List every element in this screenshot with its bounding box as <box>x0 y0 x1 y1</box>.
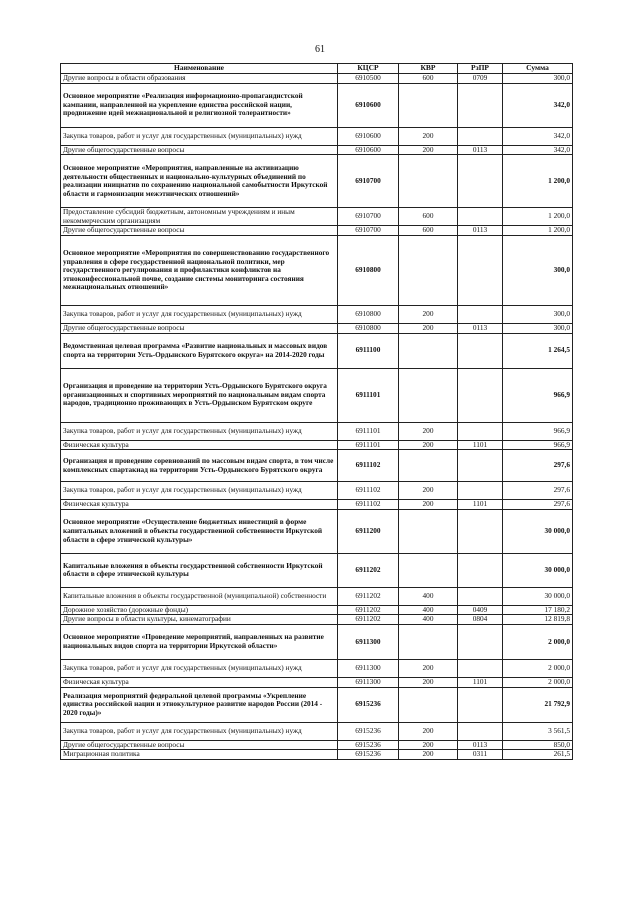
table-row <box>61 208 573 226</box>
cell-name: Организация и проведение соревнований по массовым видам спорта, в том числе комплексных спартакиад на территории Усть-Ордынского Бурятского округа <box>61 450 338 482</box>
table-row <box>61 750 573 760</box>
cell-kcsr: 6915236 <box>338 750 399 760</box>
table-row <box>61 155 573 208</box>
cell-name: Закупка товаров, работ и услуг для государственных (муниципальных) нужд <box>61 482 338 500</box>
budget-table <box>60 63 573 760</box>
table-row <box>61 235 573 305</box>
cell-kcsr: 6911202 <box>338 615 399 625</box>
cell-kvr: 200 <box>399 740 458 750</box>
cell-name: Дорожное хозяйство (дорожные фонды) <box>61 605 338 615</box>
cell-kcsr: 6911200 <box>338 509 399 553</box>
cell-kvr <box>399 235 458 305</box>
table-row <box>61 127 573 145</box>
cell-kvr <box>399 83 458 127</box>
cell-sum: 12 819,8 <box>503 615 573 625</box>
cell-rzpr: 0409 <box>458 605 503 615</box>
cell-rzpr: 0113 <box>458 145 503 155</box>
cell-sum: 342,0 <box>503 145 573 155</box>
cell-rzpr <box>458 509 503 553</box>
cell-kvr: 600 <box>399 74 458 84</box>
cell-rzpr <box>458 155 503 208</box>
cell-kcsr: 6911202 <box>338 605 399 615</box>
cell-kcsr: 6911300 <box>338 659 399 677</box>
cell-name: Другие вопросы в области образования <box>61 74 338 84</box>
cell-kcsr: 6911300 <box>338 677 399 687</box>
table-row <box>61 450 573 482</box>
cell-kcsr: 6911102 <box>338 500 399 510</box>
cell-kvr <box>399 333 458 368</box>
cell-rzpr <box>458 305 503 323</box>
cell-rzpr: 0113 <box>458 226 503 236</box>
cell-sum: 21 792,9 <box>503 687 573 722</box>
cell-name: Основное мероприятие «Реализация информационно-пропагандистской кампании, направленной на укрепление единства российской нации, продвижение идей межнациональной и религиозной толерантности» <box>61 83 338 127</box>
column-header-rzpr: РзПР <box>458 64 503 74</box>
cell-sum: 1 200,0 <box>503 226 573 236</box>
cell-sum: 1 200,0 <box>503 155 573 208</box>
page-number: 61 <box>315 44 325 55</box>
cell-name: Другие общегосударственные вопросы <box>61 740 338 750</box>
table-row <box>61 553 573 587</box>
cell-kcsr: 6915236 <box>338 722 399 740</box>
cell-kvr: 200 <box>399 305 458 323</box>
cell-rzpr <box>458 368 503 422</box>
cell-kvr: 400 <box>399 605 458 615</box>
cell-sum: 850,0 <box>503 740 573 750</box>
cell-kvr: 200 <box>399 482 458 500</box>
cell-kvr: 200 <box>399 127 458 145</box>
cell-rzpr <box>458 722 503 740</box>
cell-rzpr <box>458 127 503 145</box>
cell-kvr: 200 <box>399 659 458 677</box>
cell-name: Физическая культура <box>61 440 338 450</box>
cell-sum: 297,6 <box>503 500 573 510</box>
cell-sum: 300,0 <box>503 305 573 323</box>
cell-sum: 297,6 <box>503 450 573 482</box>
cell-kcsr: 6915236 <box>338 687 399 722</box>
cell-rzpr <box>458 208 503 226</box>
cell-kcsr: 6911101 <box>338 440 399 450</box>
cell-kcsr: 6910700 <box>338 226 399 236</box>
cell-sum: 966,9 <box>503 440 573 450</box>
cell-kvr: 200 <box>399 500 458 510</box>
column-header-kcsr: КЦСР <box>338 64 399 74</box>
cell-kcsr: 6910700 <box>338 155 399 208</box>
table-row <box>61 587 573 605</box>
cell-kvr: 200 <box>399 440 458 450</box>
cell-sum: 300,0 <box>503 74 573 84</box>
table-row <box>61 615 573 625</box>
cell-rzpr <box>458 482 503 500</box>
cell-name: Закупка товаров, работ и услуг для государственных (муниципальных) нужд <box>61 422 338 440</box>
cell-kcsr: 6911102 <box>338 450 399 482</box>
cell-sum: 342,0 <box>503 127 573 145</box>
cell-rzpr <box>458 450 503 482</box>
cell-kvr: 400 <box>399 587 458 605</box>
column-header-name: Наименование <box>61 64 338 74</box>
cell-kvr: 200 <box>399 677 458 687</box>
cell-sum: 2 000,0 <box>503 624 573 659</box>
cell-kvr <box>399 509 458 553</box>
table-row <box>61 624 573 659</box>
table-row <box>61 83 573 127</box>
table-row <box>61 677 573 687</box>
cell-kvr <box>399 624 458 659</box>
cell-kcsr: 6910500 <box>338 74 399 84</box>
cell-kvr <box>399 450 458 482</box>
cell-rzpr <box>458 333 503 368</box>
table-row <box>61 482 573 500</box>
cell-sum: 300,0 <box>503 235 573 305</box>
table-body <box>61 74 573 760</box>
table-header-row <box>61 64 573 74</box>
cell-sum: 966,9 <box>503 368 573 422</box>
cell-name: Миграционная политика <box>61 750 338 760</box>
cell-sum: 2 000,0 <box>503 659 573 677</box>
cell-kcsr: 6911102 <box>338 482 399 500</box>
cell-kcsr: 6910700 <box>338 208 399 226</box>
cell-rzpr <box>458 659 503 677</box>
cell-kcsr: 6910600 <box>338 127 399 145</box>
cell-name: Другие общегосударственные вопросы <box>61 323 338 333</box>
table-row <box>61 722 573 740</box>
cell-kcsr: 6910800 <box>338 235 399 305</box>
cell-rzpr: 0804 <box>458 615 503 625</box>
table-row <box>61 333 573 368</box>
cell-kcsr: 6910800 <box>338 323 399 333</box>
table-row <box>61 687 573 722</box>
cell-sum: 261,5 <box>503 750 573 760</box>
cell-name: Закупка товаров, работ и услуг для государственных (муниципальных) нужд <box>61 659 338 677</box>
cell-name: Другие вопросы в области культуры, кинематографии <box>61 615 338 625</box>
cell-sum: 342,0 <box>503 83 573 127</box>
table-row <box>61 368 573 422</box>
cell-kvr: 200 <box>399 323 458 333</box>
cell-sum: 30 000,0 <box>503 553 573 587</box>
cell-rzpr: 0113 <box>458 323 503 333</box>
cell-rzpr: 1101 <box>458 500 503 510</box>
cell-name: Физическая культура <box>61 677 338 687</box>
cell-sum: 966,9 <box>503 422 573 440</box>
cell-kcsr: 6911202 <box>338 587 399 605</box>
cell-kcsr: 6910600 <box>338 145 399 155</box>
cell-kcsr: 6911300 <box>338 624 399 659</box>
cell-rzpr <box>458 422 503 440</box>
cell-name: Физическая культура <box>61 500 338 510</box>
cell-rzpr: 1101 <box>458 677 503 687</box>
cell-name: Закупка товаров, работ и услуг для государственных (муниципальных) нужд <box>61 127 338 145</box>
cell-rzpr: 0311 <box>458 750 503 760</box>
cell-name: Реализация мероприятий федеральной целевой программы «Укрепление единства российской нации и этнокультурное развитие народов России (2014 - 2020 годы)» <box>61 687 338 722</box>
cell-name: Другие общегосударственные вопросы <box>61 226 338 236</box>
cell-kvr: 200 <box>399 145 458 155</box>
cell-name: Капитальные вложения в объекты государственной собственности Иркутской области в сфере этнической культуры <box>61 553 338 587</box>
cell-rzpr <box>458 553 503 587</box>
cell-kvr <box>399 368 458 422</box>
table-row <box>61 145 573 155</box>
cell-name: Капитальные вложения в объекты государственной (муниципальной) собственности <box>61 587 338 605</box>
table-row <box>61 659 573 677</box>
cell-kcsr: 6910800 <box>338 305 399 323</box>
cell-kcsr: 6915236 <box>338 740 399 750</box>
cell-kcsr: 6911202 <box>338 553 399 587</box>
cell-name: Закупка товаров, работ и услуг для государственных (муниципальных) нужд <box>61 305 338 323</box>
cell-rzpr <box>458 624 503 659</box>
cell-kcsr: 6911100 <box>338 333 399 368</box>
cell-name: Основное мероприятие «Осуществление бюджетных инвестиций в форме капитальных вложений в объекты государственной собственности Иркутской области в сфере этнической культуры» <box>61 509 338 553</box>
cell-name: Ведомственная целевая программа «Развитие национальных и массовых видов спорта на территории Усть-Ордынского Бурятского округа» на 2014-2020 годы <box>61 333 338 368</box>
cell-sum: 17 180,2 <box>503 605 573 615</box>
table-row <box>61 74 573 84</box>
cell-kvr: 200 <box>399 722 458 740</box>
table-row <box>61 305 573 323</box>
cell-name: Основное мероприятие «Мероприятия, направленные на активизацию деятельности общественных и национально-культурных объединений по реализации инициатив по сохранению национальной самобытности Иркутской области и гармонизации межэтнических отношений» <box>61 155 338 208</box>
cell-sum: 1 264,5 <box>503 333 573 368</box>
cell-kvr: 400 <box>399 615 458 625</box>
cell-kvr <box>399 687 458 722</box>
cell-rzpr <box>458 235 503 305</box>
cell-kcsr: 6910600 <box>338 83 399 127</box>
cell-rzpr <box>458 587 503 605</box>
table-row <box>61 440 573 450</box>
table-row <box>61 422 573 440</box>
cell-kvr <box>399 155 458 208</box>
table-row <box>61 226 573 236</box>
cell-rzpr: 1101 <box>458 440 503 450</box>
cell-rzpr <box>458 83 503 127</box>
cell-name: Предоставление субсидий бюджетным, автономным учреждениям и иным некоммерческим организациям <box>61 208 338 226</box>
cell-kvr <box>399 553 458 587</box>
cell-sum: 300,0 <box>503 323 573 333</box>
cell-kcsr: 6911101 <box>338 422 399 440</box>
cell-kvr: 600 <box>399 226 458 236</box>
cell-name: Закупка товаров, работ и услуг для государственных (муниципальных) нужд <box>61 722 338 740</box>
table-row <box>61 500 573 510</box>
cell-sum: 30 000,0 <box>503 587 573 605</box>
cell-sum: 2 000,0 <box>503 677 573 687</box>
cell-kcsr: 6911101 <box>338 368 399 422</box>
cell-sum: 3 561,5 <box>503 722 573 740</box>
cell-kvr: 200 <box>399 750 458 760</box>
cell-name: Организация и проведение на территории Усть-Ордынского Бурятского округа организационных и спортивных мероприятий по национальным видам спорта народов, традиционно проживающих в Усть-Ордынском Бурятском округе <box>61 368 338 422</box>
cell-name: Другие общегосударственные вопросы <box>61 145 338 155</box>
table-row <box>61 509 573 553</box>
cell-name: Основное мероприятие «Проведение мероприятий, направленных на развитие национальных видов спорта на территории Иркутской области» <box>61 624 338 659</box>
cell-sum: 297,6 <box>503 482 573 500</box>
cell-rzpr: 0113 <box>458 740 503 750</box>
cell-rzpr: 0709 <box>458 74 503 84</box>
cell-name: Основное мероприятие «Мероприятия по совершенствованию государственного управления в сфере государственной национальной политики, мер государственного регулирования и профилактики конфликтов на этноконфессиональной почве, создание системы мониторинга состояния межнациональных отношений» <box>61 235 338 305</box>
column-header-kvr: КВР <box>399 64 458 74</box>
cell-rzpr <box>458 687 503 722</box>
table-row <box>61 323 573 333</box>
cell-sum: 30 000,0 <box>503 509 573 553</box>
column-header-sum: Сумма <box>503 64 573 74</box>
cell-sum: 1 200,0 <box>503 208 573 226</box>
cell-kvr: 600 <box>399 208 458 226</box>
cell-kvr: 200 <box>399 422 458 440</box>
